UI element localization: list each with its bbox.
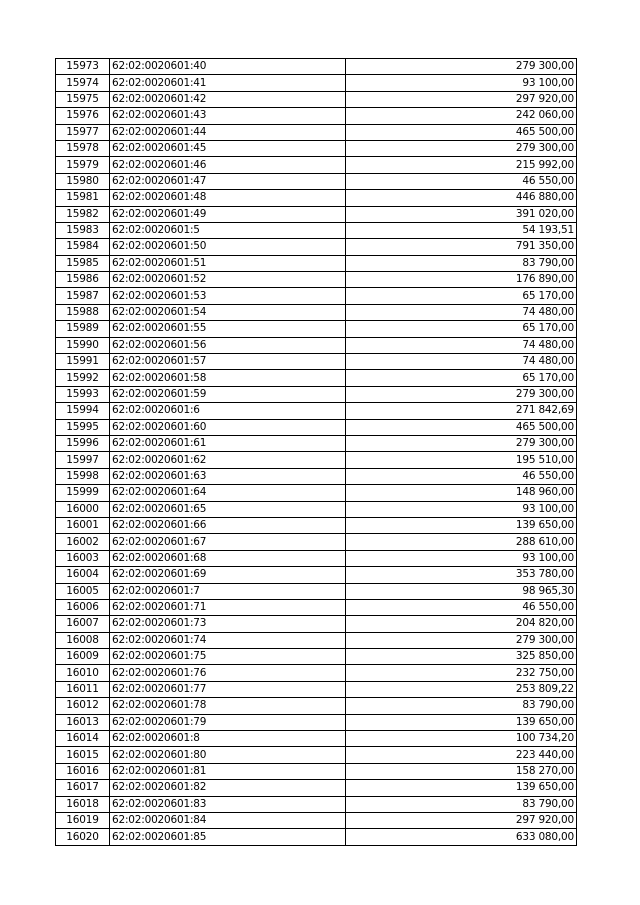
- table-row: [56, 534, 577, 550]
- table-row: [56, 403, 577, 419]
- table-row: [56, 370, 577, 386]
- table-row: [56, 321, 577, 337]
- cadastral-number-cell: 62:02:0020601:76: [110, 665, 346, 681]
- value-cell: 65 170,00: [346, 288, 577, 304]
- table-row: [56, 517, 577, 533]
- cadastral-number-cell: 62:02:0020601:51: [110, 255, 346, 271]
- cadastral-number-cell: 62:02:0020601:61: [110, 435, 346, 451]
- table-row: [56, 435, 577, 451]
- row-number-cell: 15994: [56, 403, 110, 419]
- table-row: [56, 616, 577, 632]
- cadastral-number-cell: 62:02:0020601:6: [110, 403, 346, 419]
- cadastral-number-cell: 62:02:0020601:49: [110, 206, 346, 222]
- value-cell: 74 480,00: [346, 337, 577, 353]
- table-row: [56, 206, 577, 222]
- table-body: [56, 59, 577, 846]
- table-row: [56, 567, 577, 583]
- cadastral-number-cell: 62:02:0020601:66: [110, 517, 346, 533]
- value-cell: 46 550,00: [346, 468, 577, 484]
- value-cell: 204 820,00: [346, 616, 577, 632]
- value-cell: 100 734,20: [346, 731, 577, 747]
- table-row: [56, 272, 577, 288]
- row-number-cell: 15993: [56, 386, 110, 402]
- row-number-cell: 15992: [56, 370, 110, 386]
- table-row: [56, 452, 577, 468]
- cadastral-number-cell: 62:02:0020601:83: [110, 796, 346, 812]
- cadastral-number-cell: 62:02:0020601:53: [110, 288, 346, 304]
- row-number-cell: 16013: [56, 714, 110, 730]
- row-number-cell: 15981: [56, 190, 110, 206]
- row-number-cell: 16016: [56, 763, 110, 779]
- row-number-cell: 16005: [56, 583, 110, 599]
- cadastral-number-cell: 62:02:0020601:75: [110, 649, 346, 665]
- cadastral-number-cell: 62:02:0020601:77: [110, 681, 346, 697]
- cadastral-number-cell: 62:02:0020601:57: [110, 354, 346, 370]
- cadastral-number-cell: 62:02:0020601:82: [110, 780, 346, 796]
- row-number-cell: 15979: [56, 157, 110, 173]
- table-row: [56, 304, 577, 320]
- row-number-cell: 15999: [56, 485, 110, 501]
- cadastral-number-cell: 62:02:0020601:44: [110, 124, 346, 140]
- cadastral-number-cell: 62:02:0020601:69: [110, 567, 346, 583]
- cadastral-number-cell: 62:02:0020601:58: [110, 370, 346, 386]
- value-cell: 223 440,00: [346, 747, 577, 763]
- table-row: [56, 763, 577, 779]
- value-cell: 633 080,00: [346, 829, 577, 845]
- row-number-cell: 16012: [56, 698, 110, 714]
- row-number-cell: 15973: [56, 59, 110, 75]
- cadastral-number-cell: 62:02:0020601:74: [110, 632, 346, 648]
- value-cell: 232 750,00: [346, 665, 577, 681]
- table-row: [56, 419, 577, 435]
- value-cell: 271 842,69: [346, 403, 577, 419]
- value-cell: 353 780,00: [346, 567, 577, 583]
- row-number-cell: 15978: [56, 140, 110, 156]
- row-number-cell: 15985: [56, 255, 110, 271]
- row-number-cell: 15984: [56, 239, 110, 255]
- table-row: [56, 665, 577, 681]
- row-number-cell: 15991: [56, 354, 110, 370]
- table-row: [56, 731, 577, 747]
- table-row: [56, 239, 577, 255]
- value-cell: 148 960,00: [346, 485, 577, 501]
- row-number-cell: 15982: [56, 206, 110, 222]
- cadastral-number-cell: 62:02:0020601:81: [110, 763, 346, 779]
- value-cell: 195 510,00: [346, 452, 577, 468]
- value-cell: 279 300,00: [346, 632, 577, 648]
- table-row: [56, 173, 577, 189]
- row-number-cell: 16019: [56, 812, 110, 828]
- value-cell: 93 100,00: [346, 75, 577, 91]
- cadastral-number-cell: 62:02:0020601:64: [110, 485, 346, 501]
- value-cell: 65 170,00: [346, 321, 577, 337]
- cadastral-number-cell: 62:02:0020601:52: [110, 272, 346, 288]
- row-number-cell: 15976: [56, 108, 110, 124]
- value-cell: 83 790,00: [346, 698, 577, 714]
- value-cell: 65 170,00: [346, 370, 577, 386]
- cadastral-number-cell: 62:02:0020601:56: [110, 337, 346, 353]
- value-cell: 139 650,00: [346, 517, 577, 533]
- value-cell: 98 965,30: [346, 583, 577, 599]
- cadastral-value-table: [55, 58, 577, 846]
- row-number-cell: 15980: [56, 173, 110, 189]
- table-row: [56, 190, 577, 206]
- value-cell: 93 100,00: [346, 550, 577, 566]
- value-cell: 465 500,00: [346, 124, 577, 140]
- row-number-cell: 15987: [56, 288, 110, 304]
- value-cell: 297 920,00: [346, 812, 577, 828]
- table-row: [56, 124, 577, 140]
- value-cell: 139 650,00: [346, 714, 577, 730]
- cadastral-number-cell: 62:02:0020601:48: [110, 190, 346, 206]
- cadastral-number-cell: 62:02:0020601:8: [110, 731, 346, 747]
- table-row: [56, 599, 577, 615]
- table-row: [56, 255, 577, 271]
- table-row: [56, 288, 577, 304]
- row-number-cell: 15974: [56, 75, 110, 91]
- value-cell: 83 790,00: [346, 796, 577, 812]
- row-number-cell: 16000: [56, 501, 110, 517]
- row-number-cell: 16018: [56, 796, 110, 812]
- table-row: [56, 796, 577, 812]
- row-number-cell: 15988: [56, 304, 110, 320]
- cadastral-number-cell: 62:02:0020601:84: [110, 812, 346, 828]
- value-cell: 288 610,00: [346, 534, 577, 550]
- table-row: [56, 75, 577, 91]
- cadastral-number-cell: 62:02:0020601:65: [110, 501, 346, 517]
- cadastral-number-cell: 62:02:0020601:7: [110, 583, 346, 599]
- cadastral-number-cell: 62:02:0020601:47: [110, 173, 346, 189]
- table-row: [56, 354, 577, 370]
- cadastral-number-cell: 62:02:0020601:40: [110, 59, 346, 75]
- table-row: [56, 780, 577, 796]
- table-row: [56, 829, 577, 845]
- table-row: [56, 468, 577, 484]
- table-row: [56, 583, 577, 599]
- cadastral-number-cell: 62:02:0020601:80: [110, 747, 346, 763]
- cadastral-number-cell: 62:02:0020601:79: [110, 714, 346, 730]
- table-row: [56, 649, 577, 665]
- value-cell: 791 350,00: [346, 239, 577, 255]
- value-cell: 279 300,00: [346, 59, 577, 75]
- table-row: [56, 501, 577, 517]
- table-row: [56, 747, 577, 763]
- cadastral-number-cell: 62:02:0020601:45: [110, 140, 346, 156]
- row-number-cell: 15995: [56, 419, 110, 435]
- value-cell: 242 060,00: [346, 108, 577, 124]
- cadastral-number-cell: 62:02:0020601:46: [110, 157, 346, 173]
- value-cell: 279 300,00: [346, 386, 577, 402]
- row-number-cell: 15990: [56, 337, 110, 353]
- value-cell: 158 270,00: [346, 763, 577, 779]
- row-number-cell: 16006: [56, 599, 110, 615]
- row-number-cell: 15986: [56, 272, 110, 288]
- row-number-cell: 15997: [56, 452, 110, 468]
- value-cell: 176 890,00: [346, 272, 577, 288]
- row-number-cell: 16017: [56, 780, 110, 796]
- cadastral-number-cell: 62:02:0020601:78: [110, 698, 346, 714]
- value-cell: 253 809,22: [346, 681, 577, 697]
- cadastral-number-cell: 62:02:0020601:55: [110, 321, 346, 337]
- row-number-cell: 15975: [56, 91, 110, 107]
- row-number-cell: 16007: [56, 616, 110, 632]
- row-number-cell: 16020: [56, 829, 110, 845]
- cadastral-number-cell: 62:02:0020601:43: [110, 108, 346, 124]
- table-row: [56, 632, 577, 648]
- table-row: [56, 157, 577, 173]
- table-row: [56, 681, 577, 697]
- value-cell: 74 480,00: [346, 354, 577, 370]
- table-row: [56, 698, 577, 714]
- value-cell: 446 880,00: [346, 190, 577, 206]
- table-row: [56, 337, 577, 353]
- cadastral-number-cell: 62:02:0020601:67: [110, 534, 346, 550]
- cadastral-number-cell: 62:02:0020601:42: [110, 91, 346, 107]
- table-row: [56, 108, 577, 124]
- row-number-cell: 16002: [56, 534, 110, 550]
- value-cell: 54 193,51: [346, 222, 577, 238]
- cadastral-number-cell: 62:02:0020601:85: [110, 829, 346, 845]
- table-row: [56, 91, 577, 107]
- cadastral-number-cell: 62:02:0020601:62: [110, 452, 346, 468]
- row-number-cell: 16003: [56, 550, 110, 566]
- value-cell: 74 480,00: [346, 304, 577, 320]
- cadastral-number-cell: 62:02:0020601:71: [110, 599, 346, 615]
- table-row: [56, 222, 577, 238]
- cadastral-number-cell: 62:02:0020601:50: [110, 239, 346, 255]
- cadastral-number-cell: 62:02:0020601:59: [110, 386, 346, 402]
- table-row: [56, 550, 577, 566]
- cadastral-number-cell: 62:02:0020601:41: [110, 75, 346, 91]
- cadastral-number-cell: 62:02:0020601:68: [110, 550, 346, 566]
- row-number-cell: 16001: [56, 517, 110, 533]
- row-number-cell: 16004: [56, 567, 110, 583]
- row-number-cell: 16010: [56, 665, 110, 681]
- table-row: [56, 714, 577, 730]
- value-cell: 46 550,00: [346, 599, 577, 615]
- row-number-cell: 16008: [56, 632, 110, 648]
- value-cell: 279 300,00: [346, 435, 577, 451]
- cadastral-number-cell: 62:02:0020601:73: [110, 616, 346, 632]
- row-number-cell: 16011: [56, 681, 110, 697]
- value-cell: 83 790,00: [346, 255, 577, 271]
- table-row: [56, 485, 577, 501]
- row-number-cell: 16015: [56, 747, 110, 763]
- value-cell: 46 550,00: [346, 173, 577, 189]
- table-row: [56, 59, 577, 75]
- cadastral-number-cell: 62:02:0020601:5: [110, 222, 346, 238]
- value-cell: 391 020,00: [346, 206, 577, 222]
- row-number-cell: 15996: [56, 435, 110, 451]
- row-number-cell: 15989: [56, 321, 110, 337]
- cadastral-number-cell: 62:02:0020601:60: [110, 419, 346, 435]
- row-number-cell: 15983: [56, 222, 110, 238]
- value-cell: 297 920,00: [346, 91, 577, 107]
- cadastral-number-cell: 62:02:0020601:63: [110, 468, 346, 484]
- value-cell: 465 500,00: [346, 419, 577, 435]
- row-number-cell: 16014: [56, 731, 110, 747]
- row-number-cell: 15998: [56, 468, 110, 484]
- row-number-cell: 15977: [56, 124, 110, 140]
- row-number-cell: 16009: [56, 649, 110, 665]
- value-cell: 139 650,00: [346, 780, 577, 796]
- value-cell: 279 300,00: [346, 140, 577, 156]
- table-row: [56, 812, 577, 828]
- value-cell: 215 992,00: [346, 157, 577, 173]
- cadastral-number-cell: 62:02:0020601:54: [110, 304, 346, 320]
- value-cell: 93 100,00: [346, 501, 577, 517]
- value-cell: 325 850,00: [346, 649, 577, 665]
- table-row: [56, 386, 577, 402]
- table-row: [56, 140, 577, 156]
